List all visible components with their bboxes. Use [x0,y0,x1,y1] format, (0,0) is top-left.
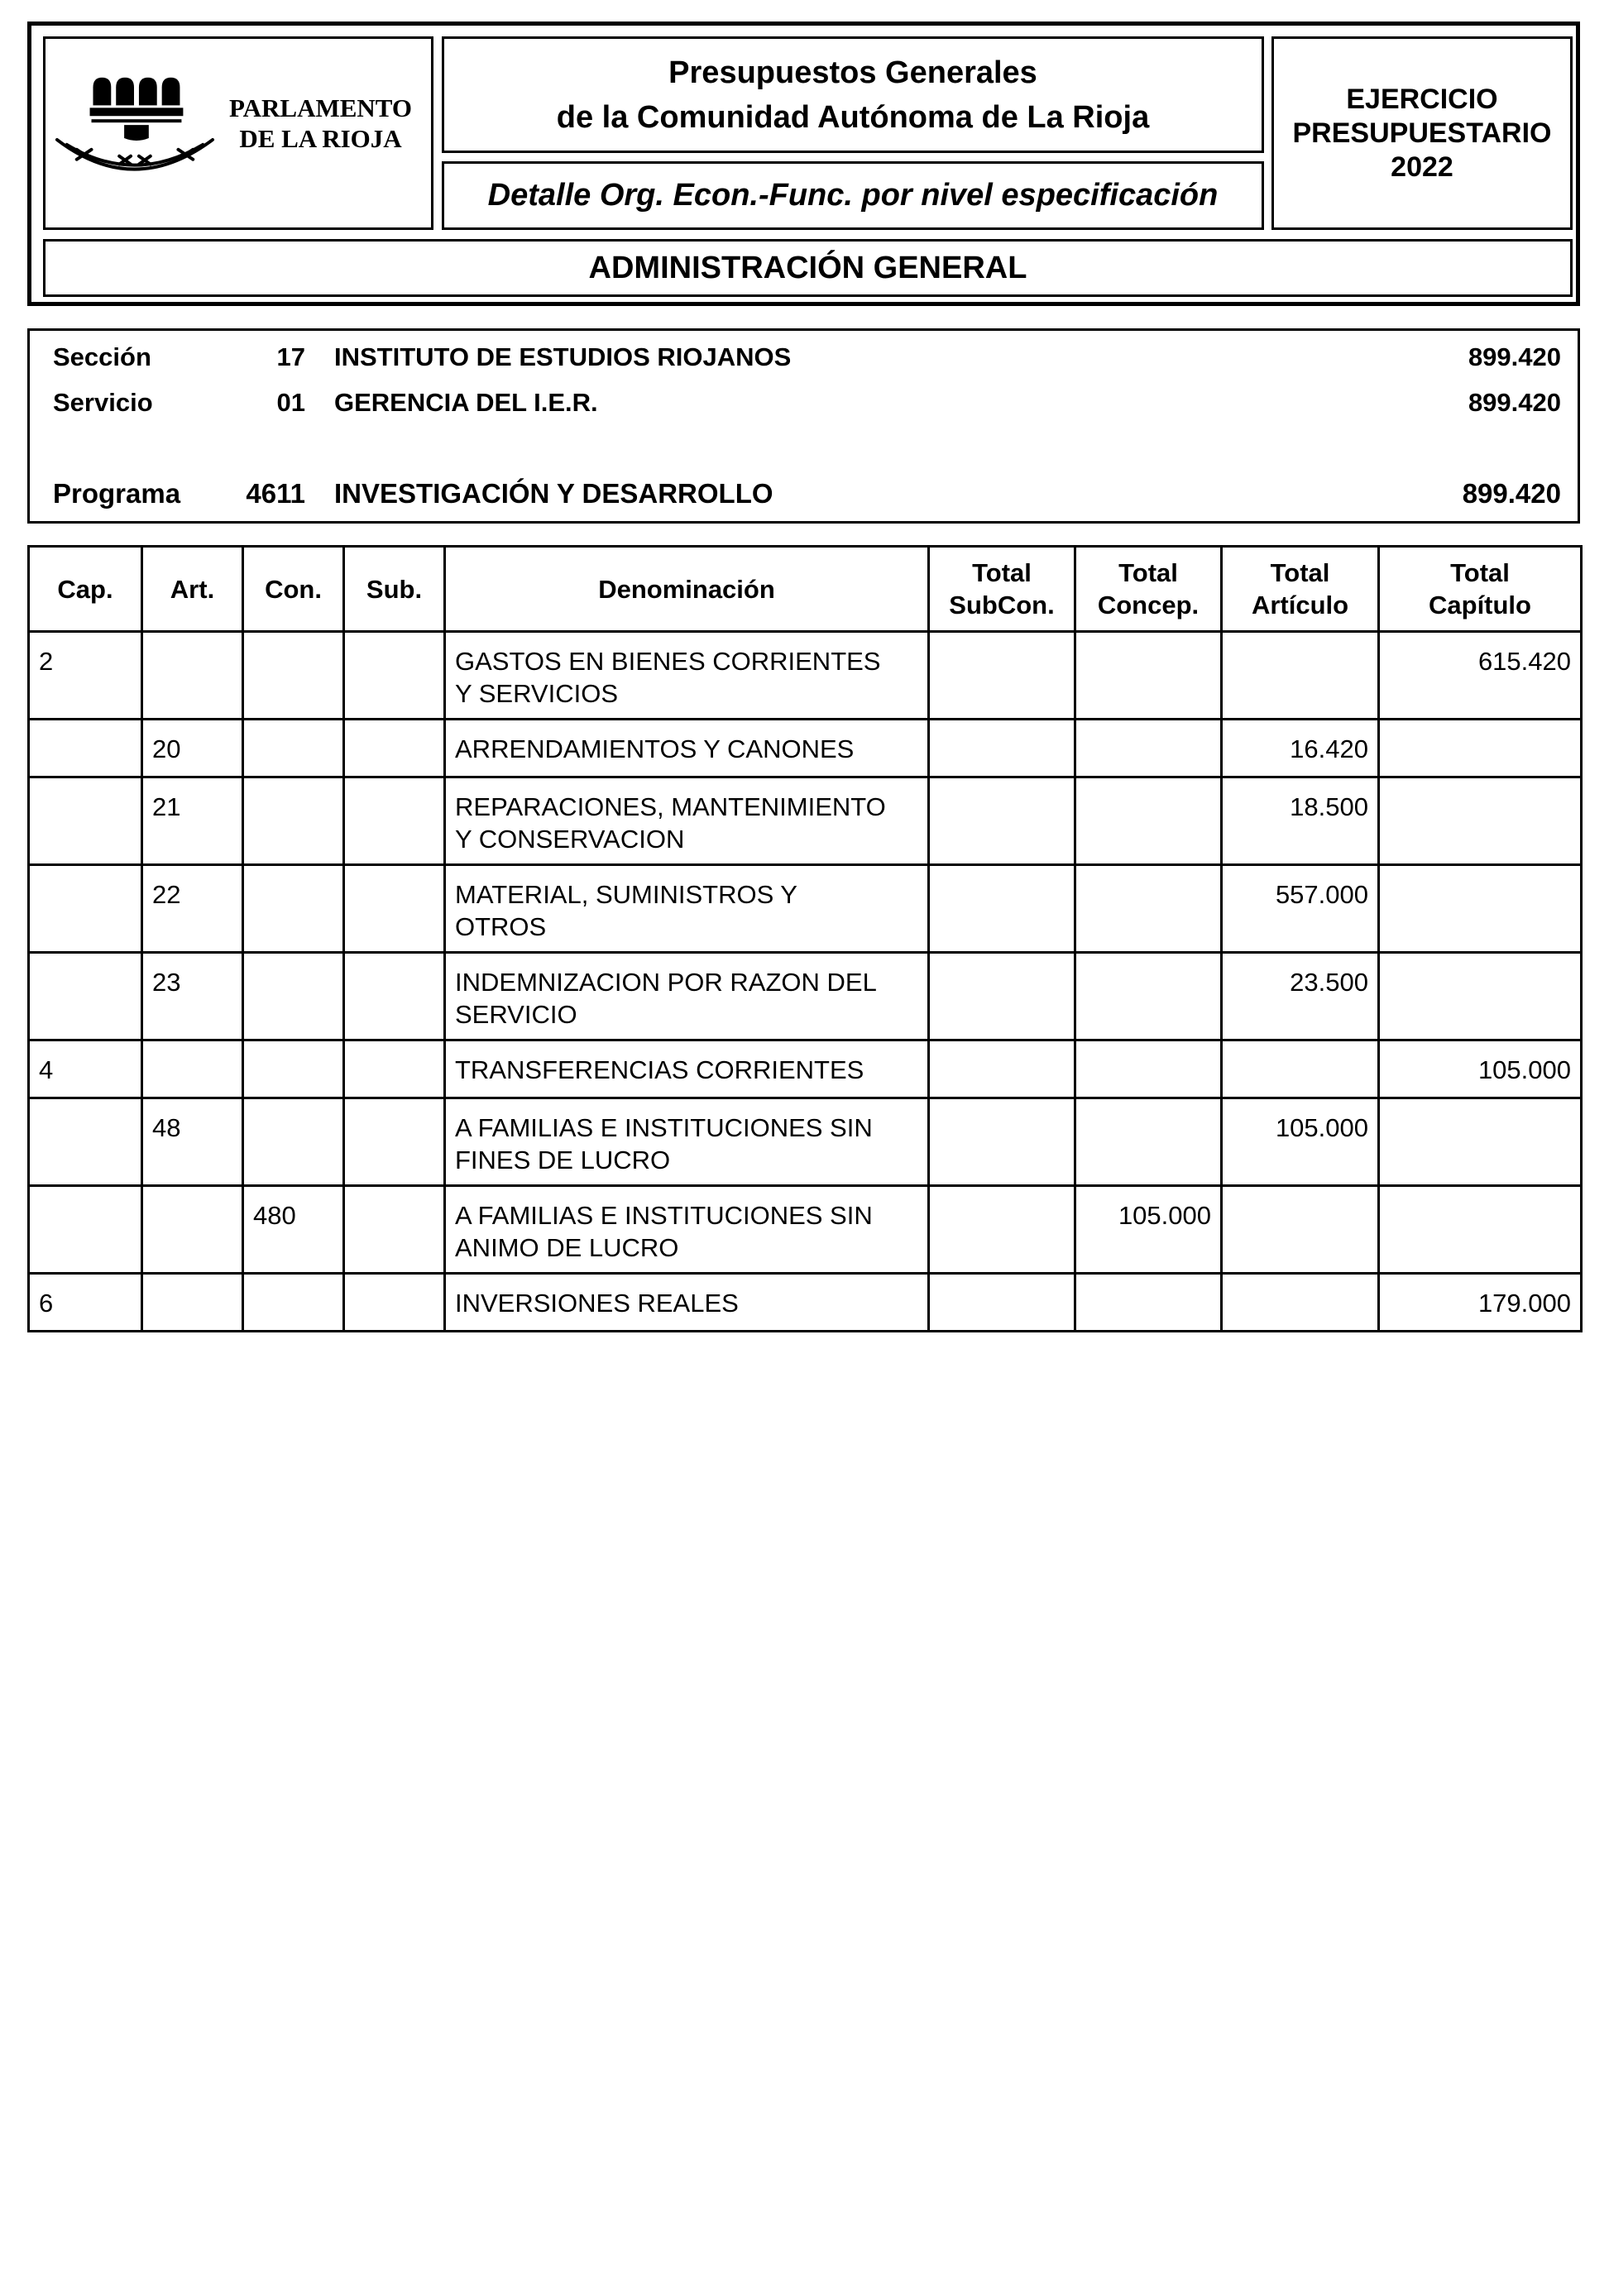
cell-denominacion [445,1274,929,1332]
col-header-art: Art. [142,547,243,632]
info-row-servicio [30,388,1578,421]
cell-total-subcon [929,632,1075,720]
info-name: INVESTIGACIÓN Y DESARROLLO [334,478,773,509]
cell-denominacion [445,953,929,1040]
denominacion-line: OTROS [455,912,547,941]
cell-total-articulo: 23.500 [1222,953,1379,1040]
table-row [29,1098,1582,1186]
denominacion-line: INDEMNIZACION POR RAZON DEL [455,968,877,997]
cell-con [243,632,344,720]
parlamento-emblem-icon [52,74,216,198]
cell-total-capitulo [1379,720,1582,777]
cell-cap [29,720,142,777]
info-amount: 899.420 [1462,478,1561,509]
cell-sub [344,865,445,953]
col-header-cap: Cap. [29,547,142,632]
cell-total-subcon [929,865,1075,953]
cell-con: 480 [243,1186,344,1274]
subtitle-text: Detalle Org. Econ.-Func. por nivel especificación [487,178,1219,213]
cell-total-concep [1075,1040,1222,1098]
table-row [29,1186,1582,1274]
cell-art: 48 [142,1098,243,1186]
cell-total-capitulo: 615.420 [1379,632,1582,720]
cell-total-concep [1075,865,1222,953]
cell-total-concep [1075,720,1222,777]
cell-total-concep [1075,1274,1222,1332]
col-header-total-articulo: Total Artículo [1222,547,1379,632]
cell-total-concep [1075,953,1222,1040]
cell-total-articulo [1222,632,1379,720]
info-row-seccion [30,342,1578,375]
col-header-sub: Sub. [344,547,445,632]
table-header-row [29,547,1582,632]
info-name: INSTITUTO DE ESTUDIOS RIOJANOS [334,342,792,371]
document-title [442,36,1264,153]
info-label: Sección [53,342,151,371]
cell-con [243,953,344,1040]
denominacion-line: ARRENDAMIENTOS Y CANONES [455,734,855,763]
col-header-total-capitulo: Total Capítulo [1379,547,1582,632]
cell-con [243,1040,344,1098]
cell-total-capitulo [1379,865,1582,953]
cell-total-subcon [929,1186,1075,1274]
cell-total-articulo: 105.000 [1222,1098,1379,1186]
cell-sub [344,1274,445,1332]
cell-total-capitulo: 179.000 [1379,1274,1582,1332]
cell-denominacion [445,865,929,953]
denominacion-line: GASTOS EN BIENES CORRIENTES [455,647,881,676]
cell-art [142,1186,243,1274]
cell-art: 22 [142,865,243,953]
cell-cap [29,1186,142,1274]
year-line-2: PRESUPUESTARIO [1292,117,1552,149]
fiscal-year-box [1271,36,1573,230]
info-code: 01 [276,388,305,417]
cell-cap [29,1098,142,1186]
cell-denominacion [445,777,929,865]
cell-con [243,865,344,953]
cell-sub [344,953,445,1040]
cell-total-articulo: 16.420 [1222,720,1379,777]
denominacion-line: FINES DE LUCRO [455,1146,671,1174]
cell-con [243,1274,344,1332]
year-line-1: EJERCICIO [1346,83,1498,115]
table-row [29,777,1582,865]
denominacion-line: INVERSIONES REALES [455,1289,739,1318]
info-amount: 899.420 [1468,388,1561,417]
denominacion-line: A FAMILIAS E INSTITUCIONES SIN [455,1113,873,1142]
cell-denominacion [445,720,929,777]
cell-cap: 6 [29,1274,142,1332]
cell-sub [344,1040,445,1098]
cell-sub [344,1186,445,1274]
logo-text [215,93,426,154]
cell-total-articulo [1222,1274,1379,1332]
col-header-total-concep: Total Concep. [1075,547,1222,632]
title-line-2: de la Comunidad Autónoma de La Rioja [556,99,1150,135]
table-row [29,953,1582,1040]
cell-sub [344,720,445,777]
cell-total-concep [1075,1098,1222,1186]
cell-art: 23 [142,953,243,1040]
denominacion-line: ANIMO DE LUCRO [455,1233,679,1262]
info-code: 17 [276,342,305,371]
logo-text-line-1: PARLAMENTO [228,93,413,122]
document-header [27,22,1580,306]
col-header-con: Con. [243,547,344,632]
cell-art: 20 [142,720,243,777]
table-row [29,632,1582,720]
denominacion-line: MATERIAL, SUMINISTROS Y [455,880,797,909]
cell-cap: 4 [29,1040,142,1098]
cell-total-articulo: 557.000 [1222,865,1379,953]
year-line-3: 2022 [1391,151,1453,183]
section-heading-text: ADMINISTRACIÓN GENERAL [588,250,1027,285]
denominacion-line: TRANSFERENCIAS CORRIENTES [455,1055,864,1084]
table-row [29,720,1582,777]
info-label: Servicio [53,388,153,417]
section-heading [43,239,1573,297]
cell-total-concep [1075,777,1222,865]
denominacion-line: REPARACIONES, MANTENIMIENTO [455,792,886,821]
denominacion-line: SERVICIO [455,1000,577,1029]
col-header-total-subcon: Total SubCon. [929,547,1075,632]
cell-con [243,1098,344,1186]
cell-denominacion [445,1098,929,1186]
cell-cap: 2 [29,632,142,720]
cell-total-subcon [929,720,1075,777]
cell-total-capitulo: 105.000 [1379,1040,1582,1098]
cell-sub [344,632,445,720]
cell-total-capitulo [1379,953,1582,1040]
cell-total-subcon [929,1098,1075,1186]
info-label: Programa [53,478,181,509]
title-line-1: Presupuestos Generales [668,55,1037,90]
cell-total-subcon [929,1040,1075,1098]
info-code: 4611 [246,478,305,509]
cell-total-articulo [1222,1186,1379,1274]
cell-total-concep: 105.000 [1075,1186,1222,1274]
table-body [29,632,1582,1332]
budget-table [27,545,1583,1332]
cell-total-capitulo [1379,1186,1582,1274]
cell-total-capitulo [1379,1098,1582,1186]
cell-denominacion [445,632,929,720]
info-amount: 899.420 [1468,342,1561,371]
cell-total-concep [1075,632,1222,720]
logo-text-line-2: DE LA RIOJA [239,124,402,153]
organization-info [27,328,1580,524]
col-header-denominacion: Denominación [445,547,929,632]
cell-total-capitulo [1379,777,1582,865]
cell-cap [29,953,142,1040]
denominacion-line: Y CONSERVACION [455,825,685,854]
cell-art [142,1040,243,1098]
table-row [29,1274,1582,1332]
cell-art: 21 [142,777,243,865]
table-row [29,1040,1582,1098]
cell-total-subcon [929,953,1075,1040]
cell-denominacion [445,1040,929,1098]
table-row [29,865,1582,953]
cell-total-subcon [929,777,1075,865]
cell-denominacion [445,1186,929,1274]
cell-con [243,777,344,865]
cell-cap [29,777,142,865]
denominacion-line: Y SERVICIOS [455,679,618,708]
document-subtitle [442,161,1264,230]
info-name: GERENCIA DEL I.E.R. [334,388,598,417]
cell-sub [344,1098,445,1186]
denominacion-line: A FAMILIAS E INSTITUCIONES SIN [455,1201,873,1230]
logo-box [43,36,433,230]
cell-con [243,720,344,777]
cell-cap [29,865,142,953]
cell-sub [344,777,445,865]
cell-art [142,1274,243,1332]
cell-total-subcon [929,1274,1075,1332]
info-row-programa [30,478,1578,511]
cell-total-articulo: 18.500 [1222,777,1379,865]
cell-total-articulo [1222,1040,1379,1098]
cell-art [142,632,243,720]
